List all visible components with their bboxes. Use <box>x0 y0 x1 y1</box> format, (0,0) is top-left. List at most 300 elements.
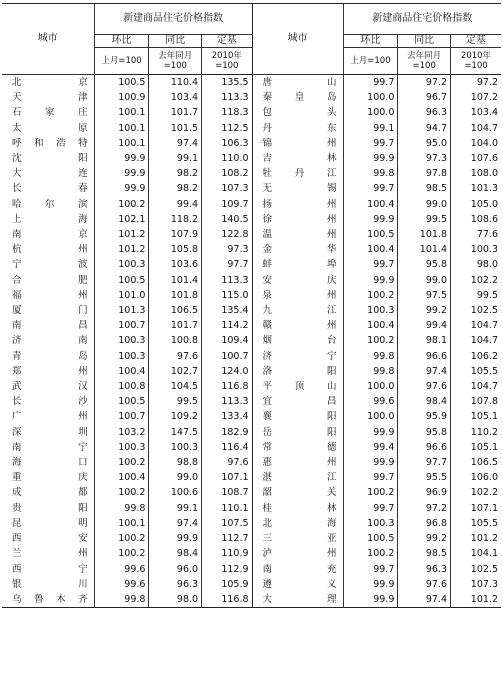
table-row <box>2 151 501 166</box>
left-fixed-cell: 113.3 <box>202 273 252 288</box>
left-yoy-cell: 98.8 <box>149 455 202 470</box>
table-row <box>2 136 501 151</box>
left-city-cell: 郑 州 <box>2 364 94 379</box>
left-yoy-cell: 98.4 <box>149 546 202 561</box>
right-yoy-cell: 98.4 <box>398 394 451 409</box>
right-yoy-cell: 98.5 <box>398 546 451 561</box>
right-yoy-cell: 96.3 <box>398 562 451 577</box>
left-fixed-cell: 110.9 <box>202 546 252 561</box>
right-fixed-cell: 102.5 <box>470 563 498 575</box>
left-mom-cell: 99.6 <box>94 562 149 577</box>
table-row <box>2 562 501 577</box>
right-yoy-cell: 99.0 <box>398 197 451 212</box>
right-fixed-cell: 104.7 <box>470 122 498 134</box>
left-fixed-cell: 97.6 <box>202 455 252 470</box>
left-mom-cell: 100.3 <box>94 349 149 364</box>
right-fixed-cell: 108.6 <box>470 213 498 225</box>
mom-header-right: 环比 <box>343 35 398 48</box>
left-fixed-cell: 112.9 <box>202 562 252 577</box>
right-mom-cell: 100.4 <box>343 242 398 257</box>
table-row <box>2 303 501 318</box>
right-city-cell: 湛 江 <box>252 470 343 485</box>
left-city-cell: 银 川 <box>2 577 94 592</box>
right-yoy-cell: 95.0 <box>398 136 451 151</box>
left-fixed-cell: 135.4 <box>202 303 252 318</box>
right-city-cell: 金 华 <box>252 242 343 257</box>
left-yoy-cell: 99.0 <box>149 470 202 485</box>
right-yoy-cell: 101.8 <box>398 227 451 242</box>
right-yoy-cell: 95.5 <box>398 470 451 485</box>
left-mom-cell: 100.5 <box>94 273 149 288</box>
table-row <box>2 121 501 136</box>
table-row <box>2 409 501 424</box>
left-yoy-cell: 105.8 <box>149 242 202 257</box>
right-city-cell: 锦 州 <box>252 136 343 151</box>
left-mom-cell: 100.4 <box>94 364 149 379</box>
right-fixed-cell: 102.5 <box>470 305 498 317</box>
left-mom-cell: 103.2 <box>94 425 149 440</box>
right-fixed-cell: 106.2 <box>470 350 498 362</box>
right-fixed-cell: 101.3 <box>470 183 498 195</box>
left-fixed-cell: 116.8 <box>202 379 252 394</box>
left-mom-cell: 100.2 <box>94 546 149 561</box>
left-fixed-cell: 109.7 <box>202 197 252 212</box>
right-fixed-cell: 104.7 <box>470 335 498 347</box>
table-row <box>2 90 501 105</box>
right-city-cell: 丹 东 <box>252 121 343 136</box>
left-yoy-cell: 99.5 <box>149 394 202 409</box>
right-city-cell: 唐 山 <box>252 75 343 91</box>
right-mom-cell: 99.9 <box>343 592 398 608</box>
right-city-cell: 无 锡 <box>252 181 343 196</box>
right-mom-cell: 99.7 <box>343 75 398 91</box>
table-row <box>2 501 501 516</box>
mom-header-left: 环比 <box>94 35 149 48</box>
left-city-cell: 宁 波 <box>2 257 94 272</box>
right-city-cell: 遵 义 <box>252 577 343 592</box>
left-city-cell: 天 津 <box>2 90 94 105</box>
left-yoy-cell: 103.6 <box>149 257 202 272</box>
left-yoy-cell: 101.4 <box>149 273 202 288</box>
right-mom-cell: 100.5 <box>343 227 398 242</box>
right-yoy-cell: 94.7 <box>398 121 451 136</box>
left-fixed-cell: 107.3 <box>202 181 252 196</box>
left-city-cell: 兰 州 <box>2 546 94 561</box>
right-yoy-cell: 97.5 <box>398 288 451 303</box>
left-yoy-cell: 102.7 <box>149 364 202 379</box>
right-fixed-cell: 110.2 <box>470 426 498 438</box>
right-mom-cell: 100.3 <box>343 303 398 318</box>
left-yoy-cell: 100.3 <box>149 440 202 455</box>
right-fixed-cell: 106.5 <box>470 457 498 469</box>
left-mom-cell: 100.2 <box>94 485 149 500</box>
left-city-cell: 上 海 <box>2 212 94 227</box>
table-row <box>2 379 501 394</box>
right-yoy-cell: 95.8 <box>398 425 451 440</box>
left-yoy-cell: 109.2 <box>149 409 202 424</box>
right-fixed-cell: 100.3 <box>470 244 498 256</box>
right-yoy-cell: 99.0 <box>398 273 451 288</box>
left-yoy-cell: 101.7 <box>149 318 202 333</box>
left-fixed-cell: 182.9 <box>202 425 252 440</box>
left-fixed-cell: 116.4 <box>202 440 252 455</box>
table-row <box>2 242 501 257</box>
right-fixed-cell: 104.1 <box>470 548 498 560</box>
table-row <box>2 333 501 348</box>
left-yoy-cell: 96.0 <box>149 562 202 577</box>
left-mom-cell: 99.9 <box>94 181 149 196</box>
right-fixed-cell: 107.3 <box>470 578 498 590</box>
table-row <box>2 425 501 440</box>
table-row <box>2 273 501 288</box>
left-mom-cell: 99.8 <box>94 501 149 516</box>
left-city-cell: 贵 阳 <box>2 501 94 516</box>
left-yoy-cell: 100.8 <box>149 333 202 348</box>
city-column-header-right: 城市 <box>252 4 343 75</box>
price-index-table-container <box>2 3 501 608</box>
right-fixed-cell: 105.5 <box>470 365 498 377</box>
left-mom-cell: 100.3 <box>94 440 149 455</box>
left-fixed-cell: 107.1 <box>202 470 252 485</box>
left-city-cell: 青 岛 <box>2 349 94 364</box>
left-mom-cell: 100.5 <box>94 394 149 409</box>
right-fixed-cell: 105.5 <box>470 517 498 529</box>
left-city-cell: 西 安 <box>2 531 94 546</box>
right-fixed-cell: 107.6 <box>470 153 498 165</box>
left-fixed-cell: 116.8 <box>202 592 252 608</box>
right-city-cell: 岳 阳 <box>252 425 343 440</box>
right-mom-cell: 100.2 <box>343 485 398 500</box>
right-city-cell: 济 宁 <box>252 349 343 364</box>
right-yoy-cell: 98.5 <box>398 181 451 196</box>
table-row <box>2 485 501 500</box>
left-yoy-cell: 104.5 <box>149 379 202 394</box>
left-fixed-cell: 114.2 <box>202 318 252 333</box>
right-yoy-cell: 99.2 <box>398 531 451 546</box>
left-city-cell: 合 肥 <box>2 273 94 288</box>
right-yoy-cell: 101.4 <box>398 242 451 257</box>
left-mom-cell: 100.1 <box>94 136 149 151</box>
right-mom-cell: 99.4 <box>343 440 398 455</box>
left-yoy-cell: 97.6 <box>149 349 202 364</box>
right-mom-cell: 99.9 <box>343 425 398 440</box>
right-mom-cell: 99.9 <box>343 455 398 470</box>
left-city-cell: 太 原 <box>2 121 94 136</box>
left-mom-cell: 100.2 <box>94 455 149 470</box>
right-mom-cell: 99.9 <box>343 212 398 227</box>
right-fixed-cell: 102.2 <box>470 274 498 286</box>
left-mom-cell: 102.1 <box>94 212 149 227</box>
table-row <box>2 197 501 212</box>
right-fixed-cell: 101.2 <box>470 533 498 545</box>
left-mom-cell: 101.3 <box>94 303 149 318</box>
left-yoy-cell: 101.7 <box>149 105 202 120</box>
left-city-cell: 厦 门 <box>2 303 94 318</box>
left-city-cell: 昆 明 <box>2 516 94 531</box>
left-mom-cell: 100.7 <box>94 409 149 424</box>
left-fixed-cell: 135.5 <box>202 75 252 91</box>
right-yoy-cell: 99.4 <box>398 318 451 333</box>
table-row <box>2 318 501 333</box>
right-mom-cell: 100.2 <box>343 288 398 303</box>
price-index-table <box>2 3 501 608</box>
table-row <box>2 440 501 455</box>
left-yoy-cell: 99.9 <box>149 531 202 546</box>
left-fixed-cell: 124.0 <box>202 364 252 379</box>
table-row <box>2 516 501 531</box>
left-yoy-cell: 118.2 <box>149 212 202 227</box>
right-fixed-cell: 98.0 <box>476 259 498 271</box>
right-city-cell: 蚌 埠 <box>252 257 343 272</box>
right-yoy-cell: 97.2 <box>398 501 451 516</box>
left-fixed-cell: 106.3 <box>202 136 252 151</box>
left-fixed-cell: 122.8 <box>202 227 252 242</box>
right-city-cell: 赣 州 <box>252 318 343 333</box>
table-row <box>2 212 501 227</box>
left-yoy-cell: 147.5 <box>149 425 202 440</box>
left-city-cell: 石家庄 <box>2 105 94 120</box>
right-city-cell: 泸 州 <box>252 546 343 561</box>
left-city-cell: 北 京 <box>2 75 94 91</box>
left-city-cell: 长 春 <box>2 181 94 196</box>
left-mom-cell: 101.2 <box>94 227 149 242</box>
table-body <box>2 75 501 608</box>
right-mom-cell: 99.8 <box>343 166 398 181</box>
right-city-cell: 襄 阳 <box>252 409 343 424</box>
right-fixed-cell: 108.0 <box>470 168 498 180</box>
yoy-sub-left: 去年同月=100 <box>149 48 202 75</box>
left-mom-cell: 100.5 <box>94 75 149 91</box>
left-mom-cell: 100.1 <box>94 516 149 531</box>
left-mom-cell: 99.9 <box>94 151 149 166</box>
right-yoy-cell: 97.7 <box>398 455 451 470</box>
right-yoy-cell: 97.4 <box>398 592 451 608</box>
left-fixed-cell: 97.3 <box>202 242 252 257</box>
left-mom-cell: 99.8 <box>94 592 149 608</box>
table-row <box>2 166 501 181</box>
left-yoy-cell: 103.4 <box>149 90 202 105</box>
left-fixed-cell: 105.9 <box>202 577 252 592</box>
left-yoy-cell: 106.5 <box>149 303 202 318</box>
right-fixed-cell: 99.5 <box>476 289 498 301</box>
right-city-cell: 吉 林 <box>252 151 343 166</box>
right-city-cell: 南 充 <box>252 562 343 577</box>
right-yoy-cell: 96.9 <box>398 485 451 500</box>
left-city-cell: 大 连 <box>2 166 94 181</box>
left-mom-cell: 101.0 <box>94 288 149 303</box>
left-city-cell: 哈尔滨 <box>2 197 94 212</box>
yoy-header-left: 同比 <box>149 35 202 48</box>
right-city-cell: 温 州 <box>252 227 343 242</box>
table-row <box>2 577 501 592</box>
left-city-cell: 海 口 <box>2 455 94 470</box>
left-mom-cell: 100.2 <box>94 197 149 212</box>
left-yoy-cell: 97.4 <box>149 516 202 531</box>
left-fixed-cell: 109.4 <box>202 333 252 348</box>
left-city-cell: 福 州 <box>2 288 94 303</box>
right-yoy-cell: 95.8 <box>398 257 451 272</box>
mom-sub-right: 上月=100 <box>343 48 398 75</box>
right-mom-cell: 100.4 <box>343 318 398 333</box>
right-city-cell: 桂 林 <box>252 501 343 516</box>
right-fixed-cell: 105.0 <box>470 198 498 210</box>
left-yoy-cell: 99.1 <box>149 501 202 516</box>
right-city-cell: 洛 阳 <box>252 364 343 379</box>
fixed-sub-right: 2010年=100 <box>451 48 502 75</box>
left-city-cell: 杭 州 <box>2 242 94 257</box>
left-mom-cell: 100.2 <box>94 531 149 546</box>
left-city-cell: 深 圳 <box>2 425 94 440</box>
right-mom-cell: 100.2 <box>343 333 398 348</box>
left-yoy-cell: 107.9 <box>149 227 202 242</box>
right-yoy-cell: 97.4 <box>398 364 451 379</box>
right-mom-cell: 100.3 <box>343 516 398 531</box>
left-city-cell: 济 南 <box>2 333 94 348</box>
left-city-cell: 南 京 <box>2 227 94 242</box>
left-fixed-cell: 140.5 <box>202 212 252 227</box>
left-city-cell: 西 宁 <box>2 562 94 577</box>
right-fixed-cell: 101.2 <box>470 593 498 605</box>
left-city-cell: 成 都 <box>2 485 94 500</box>
table-row <box>2 257 501 272</box>
right-yoy-cell: 97.6 <box>398 379 451 394</box>
right-fixed-cell: 97.2 <box>476 77 498 88</box>
left-yoy-cell: 98.2 <box>149 181 202 196</box>
left-fixed-cell: 118.3 <box>202 105 252 120</box>
left-yoy-cell: 99.4 <box>149 197 202 212</box>
table-row <box>2 349 501 364</box>
right-mom-cell: 99.8 <box>343 349 398 364</box>
right-mom-cell: 100.5 <box>343 531 398 546</box>
fixed-header-right: 定基 <box>451 35 502 48</box>
group-title-left: 新建商品住宅价格指数 <box>94 4 252 35</box>
right-city-cell: 烟 台 <box>252 333 343 348</box>
left-city-cell: 长 沙 <box>2 394 94 409</box>
table-row <box>2 592 501 608</box>
left-yoy-cell: 98.0 <box>149 592 202 608</box>
left-mom-cell: 100.3 <box>94 333 149 348</box>
left-fixed-cell: 107.5 <box>202 516 252 531</box>
right-city-cell: 北 海 <box>252 516 343 531</box>
right-mom-cell: 99.7 <box>343 136 398 151</box>
left-fixed-cell: 112.7 <box>202 531 252 546</box>
right-yoy-cell: 96.7 <box>398 90 451 105</box>
left-mom-cell: 100.8 <box>94 379 149 394</box>
right-mom-cell: 99.1 <box>343 121 398 136</box>
left-city-cell: 南 昌 <box>2 318 94 333</box>
left-yoy-cell: 100.6 <box>149 485 202 500</box>
left-yoy-cell: 96.3 <box>149 577 202 592</box>
right-yoy-cell: 97.3 <box>398 151 451 166</box>
right-fixed-cell: 105.1 <box>470 441 498 453</box>
left-yoy-cell: 97.4 <box>149 136 202 151</box>
right-mom-cell: 100.2 <box>343 546 398 561</box>
table-row <box>2 227 501 242</box>
left-yoy-cell: 110.4 <box>149 75 202 91</box>
right-fixed-cell: 107.8 <box>470 396 498 408</box>
table-row <box>2 531 501 546</box>
left-mom-cell: 101.2 <box>94 242 149 257</box>
right-city-cell: 平顶山 <box>252 379 343 394</box>
left-city-cell: 武 汉 <box>2 379 94 394</box>
left-fixed-cell: 110.0 <box>202 151 252 166</box>
right-fixed-cell: 106.0 <box>470 472 498 484</box>
right-city-cell: 安 庆 <box>252 273 343 288</box>
left-fixed-cell: 97.7 <box>202 257 252 272</box>
fixed-header-left: 定基 <box>202 35 252 48</box>
mom-sub-left: 上月=100 <box>94 48 149 75</box>
table-row <box>2 181 501 196</box>
left-city-cell: 沈 阳 <box>2 151 94 166</box>
table-row <box>2 546 501 561</box>
right-mom-cell: 99.9 <box>343 273 398 288</box>
left-mom-cell: 100.1 <box>94 121 149 136</box>
left-mom-cell: 99.9 <box>94 166 149 181</box>
left-city-cell: 重 庆 <box>2 470 94 485</box>
right-city-cell: 牡丹江 <box>252 166 343 181</box>
right-fixed-cell: 77.6 <box>476 229 498 241</box>
right-city-cell: 宜 昌 <box>252 394 343 409</box>
right-city-cell: 包 头 <box>252 105 343 120</box>
group-title-right: 新建商品住宅价格指数 <box>343 4 501 35</box>
city-column-header-left: 城市 <box>2 4 94 75</box>
left-mom-cell: 100.7 <box>94 318 149 333</box>
right-mom-cell: 100.0 <box>343 90 398 105</box>
right-mom-cell: 100.4 <box>343 197 398 212</box>
right-city-cell: 三 亚 <box>252 531 343 546</box>
yoy-header-right: 同比 <box>398 35 451 48</box>
right-yoy-cell: 97.2 <box>398 75 451 91</box>
right-city-cell: 泉 州 <box>252 288 343 303</box>
left-fixed-cell: 108.7 <box>202 485 252 500</box>
right-yoy-cell: 95.9 <box>398 409 451 424</box>
left-yoy-cell: 101.5 <box>149 121 202 136</box>
right-yoy-cell: 96.3 <box>398 105 451 120</box>
table-row <box>2 364 501 379</box>
right-mom-cell: 99.9 <box>343 151 398 166</box>
right-mom-cell: 100.0 <box>343 105 398 120</box>
left-city-cell: 乌鲁木齐 <box>2 592 94 608</box>
left-fixed-cell: 133.4 <box>202 409 252 424</box>
right-city-cell: 常 德 <box>252 440 343 455</box>
right-mom-cell: 99.6 <box>343 394 398 409</box>
left-city-cell: 呼和浩特 <box>2 136 94 151</box>
left-mom-cell: 100.1 <box>94 105 149 120</box>
right-city-cell: 秦皇岛 <box>252 90 343 105</box>
right-mom-cell: 99.9 <box>343 577 398 592</box>
right-yoy-cell: 96.6 <box>398 349 451 364</box>
left-fixed-cell: 108.2 <box>202 166 252 181</box>
right-mom-cell: 99.8 <box>343 364 398 379</box>
table-row <box>2 470 501 485</box>
right-yoy-cell: 99.2 <box>398 303 451 318</box>
left-fixed-cell: 113.3 <box>202 90 252 105</box>
right-city-cell: 大 理 <box>252 592 343 608</box>
left-fixed-cell: 113.3 <box>202 394 252 409</box>
right-yoy-cell: 98.1 <box>398 333 451 348</box>
right-yoy-cell: 96.8 <box>398 516 451 531</box>
right-yoy-cell: 97.8 <box>398 166 451 181</box>
right-mom-cell: 99.7 <box>343 181 398 196</box>
table-row <box>2 75 501 91</box>
right-yoy-cell: 97.6 <box>398 577 451 592</box>
table-row <box>2 105 501 120</box>
right-fixed-cell: 105.1 <box>470 411 498 423</box>
left-city-cell: 广 州 <box>2 409 94 424</box>
left-fixed-cell: 115.0 <box>202 288 252 303</box>
left-yoy-cell: 99.1 <box>149 151 202 166</box>
right-yoy-cell: 99.5 <box>398 212 451 227</box>
